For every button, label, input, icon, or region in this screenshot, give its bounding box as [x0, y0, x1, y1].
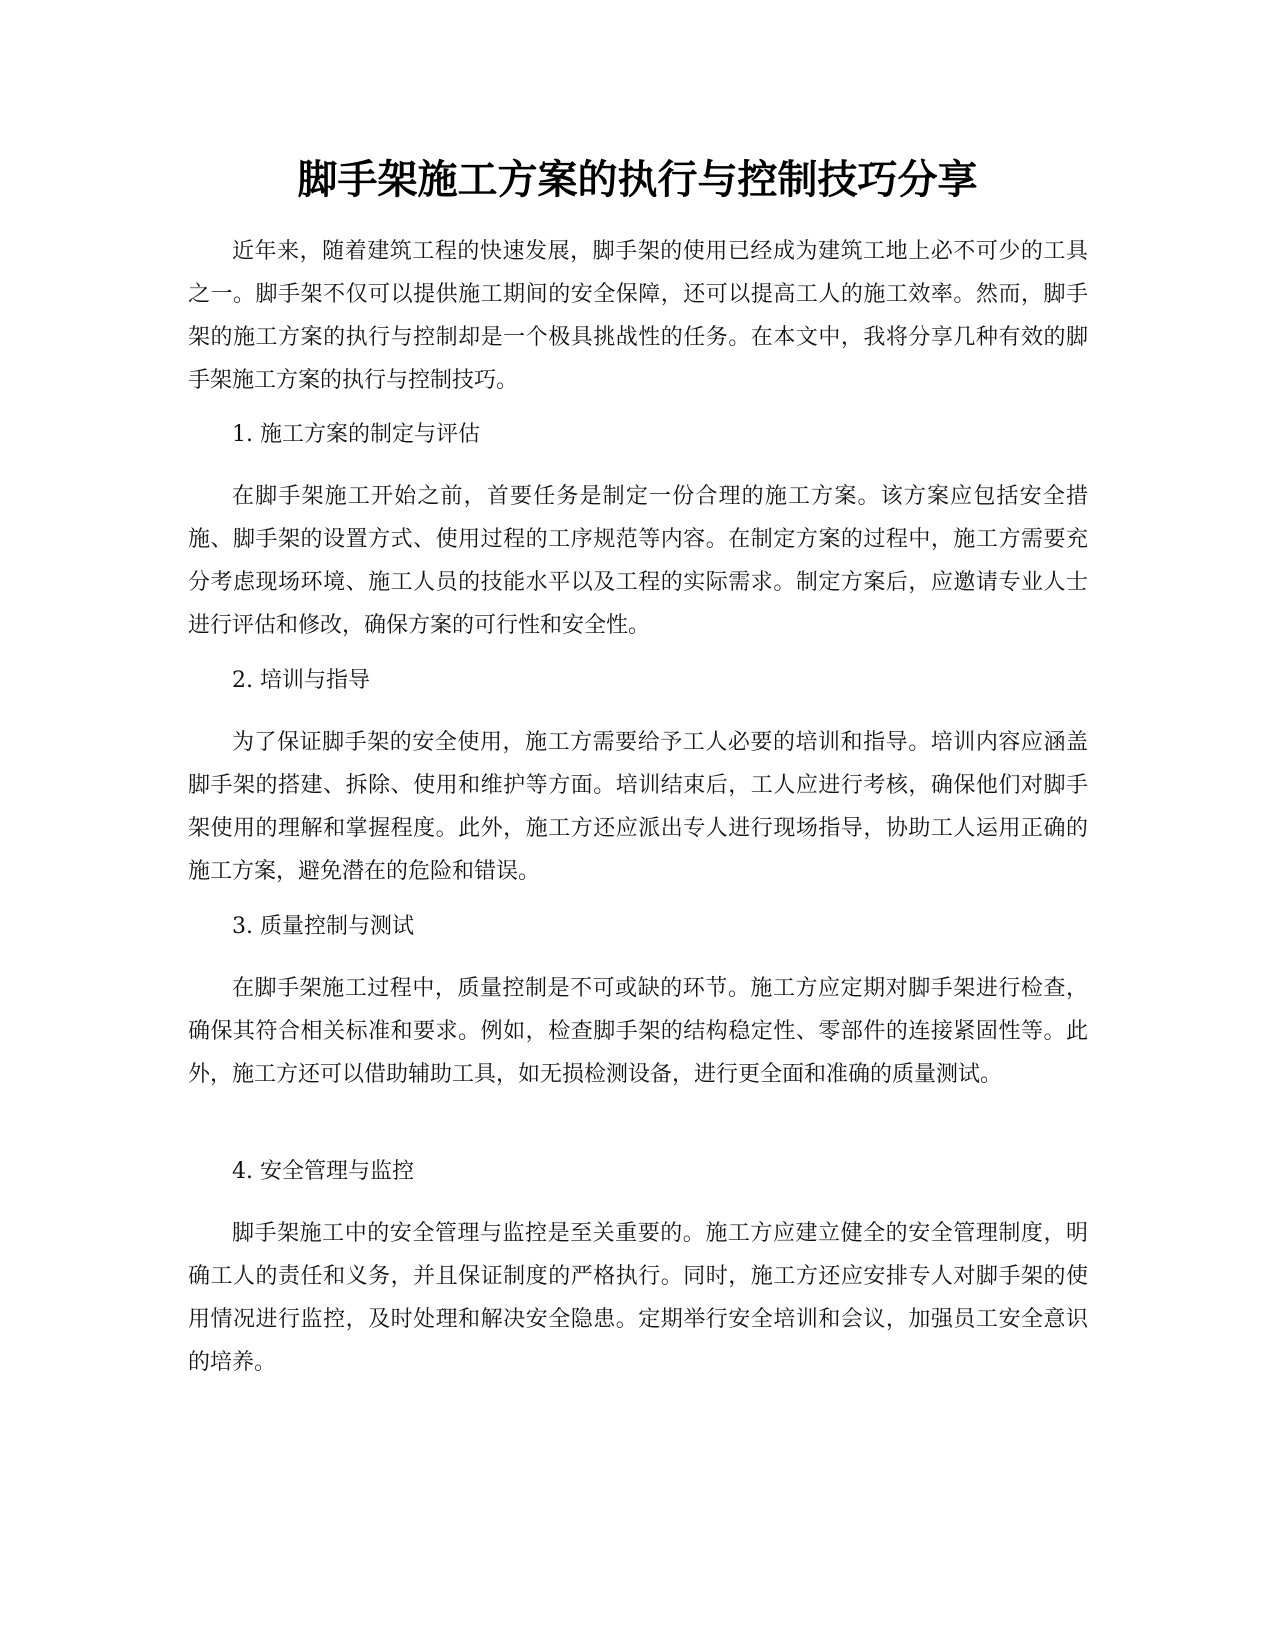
section-heading: 4. 安全管理与监控: [232, 1159, 414, 1184]
section-paragraph: 在脚手架施工过程中，质量控制是不可或缺的环节。施工方应定期对脚手架进行检查，确保其符合相关标准和要求。例如，检查脚手架的结构稳定性、零部件的连接紧固性等。此外，施工方还可以借助辅助工具，如无损检测设备，进行更全面和准确的质量测试。: [188, 976, 1088, 1087]
section-heading: 2. 培训与指导: [232, 668, 370, 693]
section-paragraph: 在脚手架施工开始之前，首要任务是制定一份合理的施工方案。该方案应包括安全措施、脚手架的设置方式、使用过程的工序规范等内容。在制定方案的过程中，施工方需要充分考虑现场环境、施工人员的技能水平以及工程的实际需求。制定方案后，应邀请专业人士进行评估和修改，确保方案的可行性和安全性。: [188, 484, 1088, 638]
section-paragraph: 脚手架施工中的安全管理与监控是至关重要的。施工方应建立健全的安全管理制度，明确工人的责任和义务，并且保证制度的严格执行。同时，施工方还应安排专人对脚手架的使用情况进行监控，及时处理和解决安全隐患。定期举行安全培训和会议，加强员工安全意识的培养。: [188, 1221, 1088, 1375]
document-title: 脚手架施工方案的执行与控制技巧分享: [297, 157, 978, 203]
intro-paragraph: 近年来，随着建筑工程的快速发展，脚手架的使用已经成为建筑工地上必不可少的工具之一。脚手架不仅可以提供施工期间的安全保障，还可以提高工人的施工效率。然而，脚手架的施工方案的执行与控制却是一个极具挑战性的任务。在本文中，我将分享几种有效的脚手架施工方案的执行与控制技巧。: [188, 239, 1088, 393]
section-paragraph: 为了保证脚手架的安全使用，施工方需要给予工人必要的培训和指导。培训内容应涵盖脚手架的搭建、拆除、使用和维护等方面。培训结束后，工人应进行考核，确保他们对脚手架使用的理解和掌握程度。此外，施工方还应派出专人进行现场指导，协助工人运用正确的施工方案，避免潜在的危险和错误。: [188, 730, 1088, 884]
section-heading: 3. 质量控制与测试: [232, 914, 414, 939]
section-heading: 1. 施工方案的制定与评估: [232, 422, 480, 447]
